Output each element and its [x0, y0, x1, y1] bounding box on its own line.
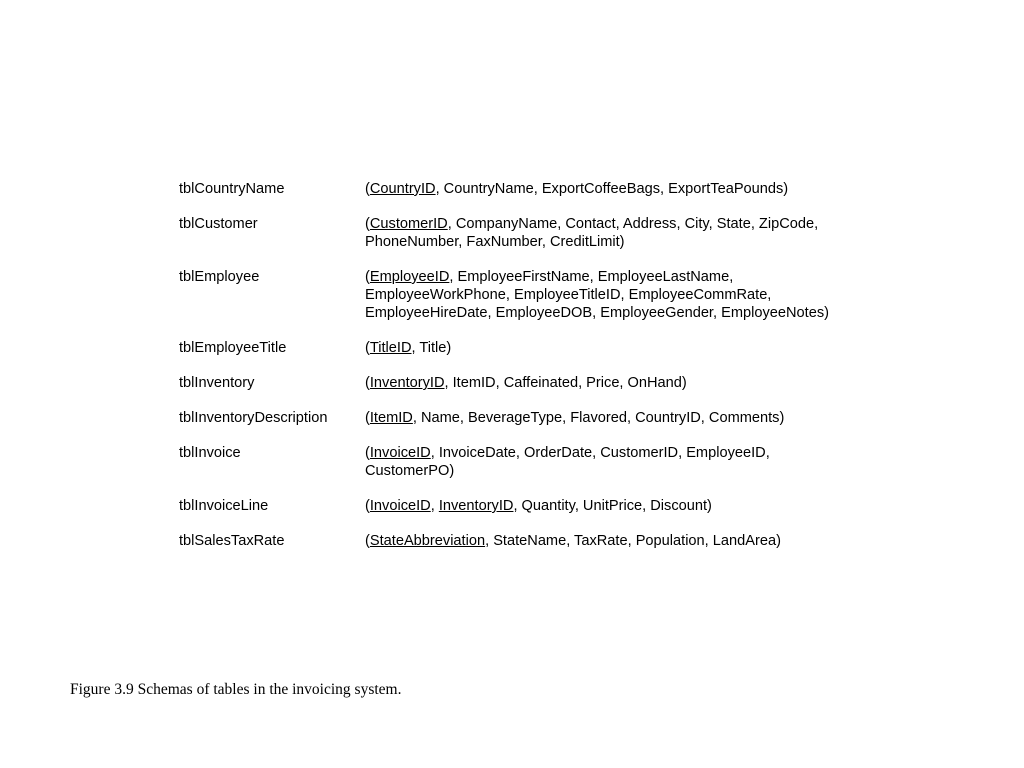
primary-key-field: CountryID [369, 181, 436, 197]
table-name: tblInventory [179, 375, 255, 391]
table-fields: (InvoiceID, InventoryID, Quantity, UnitPrice, Discount) [365, 498, 712, 514]
schema-row [179, 409, 859, 427]
schema-row [179, 532, 859, 550]
figure-caption: Figure 3.9 Schemas of tables in the invoicing system. [70, 681, 402, 698]
table-name: tblEmployeeTitle [179, 340, 287, 356]
primary-key-field: StateAbbreviation [369, 533, 486, 549]
primary-key-field: InventoryID [438, 498, 514, 514]
table-fields: (TitleID, Title) [365, 340, 452, 356]
table-fields: (CustomerID, CompanyName, Contact, Address, City, State, ZipCode, PhoneNumber, FaxNumber, CreditLimit) [365, 216, 819, 250]
table-name: tblEmployee [179, 269, 260, 285]
other-fields: , Title) [411, 340, 452, 356]
schema-row [179, 180, 859, 198]
primary-key-field: InventoryID [369, 375, 445, 391]
other-fields: , Name, BeverageType, Flavored, CountryID, Comments) [412, 410, 785, 426]
table-name: tblInventoryDescription [179, 410, 328, 426]
table-name: tblSalesTaxRate [179, 533, 285, 549]
table-fields: (InvoiceID, InvoiceDate, OrderDate, CustomerID, EmployeeID, CustomerPO) [365, 445, 770, 479]
other-fields: , ItemID, Caffeinated, Price, OnHand) [444, 375, 687, 391]
schema-row [179, 215, 859, 251]
schema-row [179, 339, 859, 357]
table-fields: (InventoryID, ItemID, Caffeinated, Price, OnHand) [365, 375, 687, 391]
primary-key-field: CustomerID [369, 216, 448, 232]
primary-key-field: InvoiceID [369, 445, 431, 461]
schema-list [179, 180, 859, 567]
other-fields: , CountryName, ExportCoffeeBags, ExportTeaPounds) [435, 181, 789, 197]
table-fields: (CountryID, CountryName, ExportCoffeeBags, ExportTeaPounds) [365, 181, 789, 197]
primary-key-field: ItemID [369, 410, 413, 426]
table-name: tblInvoice [179, 445, 241, 461]
table-name: tblInvoiceLine [179, 498, 269, 514]
primary-key-field: InvoiceID [369, 498, 431, 514]
other-fields: , CompanyName, Contact, Address, City, State, ZipCode, PhoneNumber, FaxNumber, CreditLimit) [365, 216, 819, 250]
table-fields: (StateAbbreviation, StateName, TaxRate, Population, LandArea) [365, 533, 781, 549]
schema-row [179, 374, 859, 392]
table-name: tblCountryName [179, 181, 285, 197]
other-fields: , Quantity, UnitPrice, Discount) [513, 498, 712, 514]
primary-key-field: EmployeeID [369, 269, 450, 285]
primary-key-field: TitleID [369, 340, 412, 356]
other-fields: , EmployeeFirstName, EmployeeLastName, EmployeeWorkPhone, EmployeeTitleID, EmployeeCommRate, EmployeeHireDate, EmployeeDOB, EmployeeGender, EmployeeNotes) [365, 269, 829, 321]
schema-row [179, 444, 859, 480]
table-fields: (EmployeeID, EmployeeFirstName, EmployeeLastName, EmployeeWorkPhone, EmployeeTitleID, EmployeeCommRate, EmployeeHireDate, EmployeeDOB, EmployeeGender, EmployeeNotes) [365, 269, 829, 321]
other-fields: , InvoiceDate, OrderDate, CustomerID, EmployeeID, CustomerPO) [365, 445, 770, 479]
schema-row [179, 497, 859, 515]
table-name: tblCustomer [179, 216, 258, 232]
table-fields: (ItemID, Name, BeverageType, Flavored, CountryID, Comments) [365, 410, 785, 426]
schema-row [179, 268, 859, 322]
other-fields: , StateName, TaxRate, Population, LandArea) [485, 533, 781, 549]
